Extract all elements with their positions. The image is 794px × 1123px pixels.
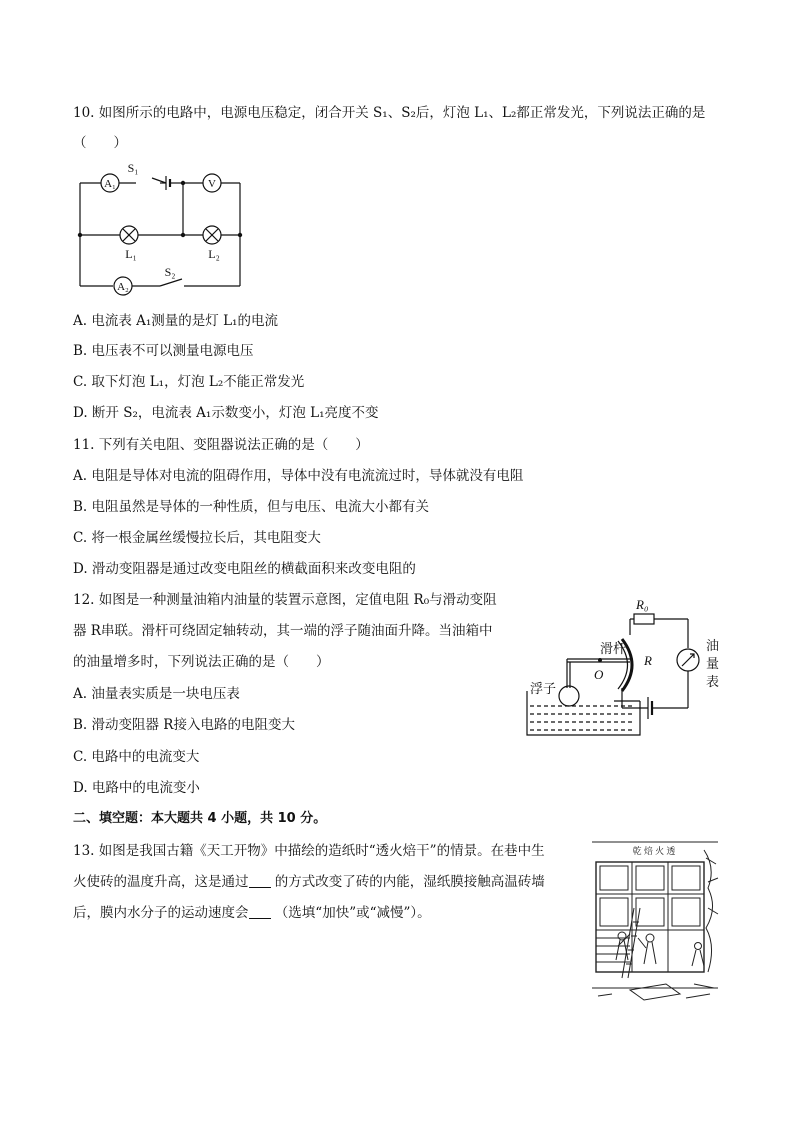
q13-line1: 13. 如图是我国古籍《天工开物》中描绘的造纸时“透火焙干”的情景。在巷中生	[73, 843, 545, 859]
q11-stem: 11. 下列有关电阻、变阻器说法正确的是（ ）	[73, 437, 369, 453]
meter-a2-label: A₂	[117, 281, 129, 293]
r-label: R	[644, 653, 652, 668]
q11-option-b: B. 电阻虽然是导体的一种性质，但与电压、电流大小都有关	[73, 499, 430, 515]
switch-s2-label: S₂	[164, 265, 176, 279]
float-label: 浮子	[530, 681, 557, 696]
q11-option-c: C. 将一根金属丝缓慢拉长后，其电阻变大	[73, 530, 321, 546]
q12-oil-gauge-diagram	[522, 593, 732, 738]
q10-option-d: D. 断开 S₂，电流表 A₁示数变小，灯泡 L₁亮度不变	[73, 405, 379, 421]
meter-v-label: V	[208, 178, 216, 190]
switch-s1-label: S₁	[127, 161, 139, 175]
q13-tiangong-kaiwu-illustration	[590, 838, 720, 1006]
slider-label: 滑杆	[600, 641, 627, 656]
q13-line3-part1: 后，膜内水分子的运动速度会	[73, 905, 249, 921]
r0-label: R₀	[636, 597, 649, 612]
q12-stem-line2: 器 R串联。滑杆可绕固定轴转动，其一端的浮子随油面升降。当油箱中	[73, 623, 493, 639]
pivot-label: O	[594, 667, 604, 682]
q13-line3-part2: （选填“加快”或“减慢”）。	[270, 905, 431, 921]
q10-circuit-diagram	[70, 158, 250, 303]
q13-line3	[73, 903, 431, 923]
q13-line2-part2: 的方式改变了砖的内能，湿纸膜接触高温砖墙	[270, 874, 545, 890]
lamp-l1-label: L₁	[125, 247, 137, 261]
q13-blank-2[interactable]	[249, 904, 271, 919]
q12-stem-line1: 12. 如图是一种测量油箱内油量的装置示意图，定值电阻 R₀与滑动变阻	[73, 592, 497, 608]
q10-option-a: A. 电流表 A₁测量的是灯 L₁的电流	[73, 313, 278, 329]
gauge-char-2: 量	[706, 656, 720, 671]
lamp-l2-label: L₂	[208, 247, 220, 261]
q11-option-a: A. 电阻是导体对电流的阻碍作用，导体中没有电流流过时，导体就没有电阻	[73, 468, 524, 484]
section-fill-in-title: 二、填空题：本大题共 4 小题，共 10 分。	[73, 811, 327, 826]
q12-option-b: B. 滑动变阻器 R接入电路的电阻变大	[73, 717, 295, 733]
q12-option-d: D. 电路中的电流变小	[73, 780, 200, 796]
q10-option-b: B. 电压表不可以测量电源电压	[73, 343, 254, 359]
q12-option-a: A. 油量表实质是一块电压表	[73, 686, 240, 702]
q13-line2	[73, 872, 545, 892]
q12-stem-line3: 的油量增多时，下列说法正确的是（ ）	[73, 654, 330, 670]
q10-stem-line2: （ ）	[73, 135, 127, 151]
gauge-char-1: 油	[706, 638, 720, 653]
q13-line2-part1: 火使砖的温度升高，这是通过	[73, 874, 249, 890]
illustration-caption: 乾 焙 火 透	[632, 846, 676, 856]
q10-option-c: C. 取下灯泡 L₁，灯泡 L₂不能正常发光	[73, 374, 305, 390]
q13-blank-1[interactable]	[249, 873, 271, 888]
meter-a1-label: A₁	[104, 178, 116, 190]
q11-option-d: D. 滑动变阻器是通过改变电阻丝的横截面积来改变电阻的	[73, 561, 416, 577]
q12-option-c: C. 电路中的电流变大	[73, 749, 200, 765]
gauge-char-3: 表	[706, 674, 720, 689]
q10-stem-line1: 10. 如图所示的电路中，电源电压稳定，闭合开关 S₁、S₂后，灯泡 L₁、L₂都正常发光，下列说法正确的是	[73, 105, 706, 121]
